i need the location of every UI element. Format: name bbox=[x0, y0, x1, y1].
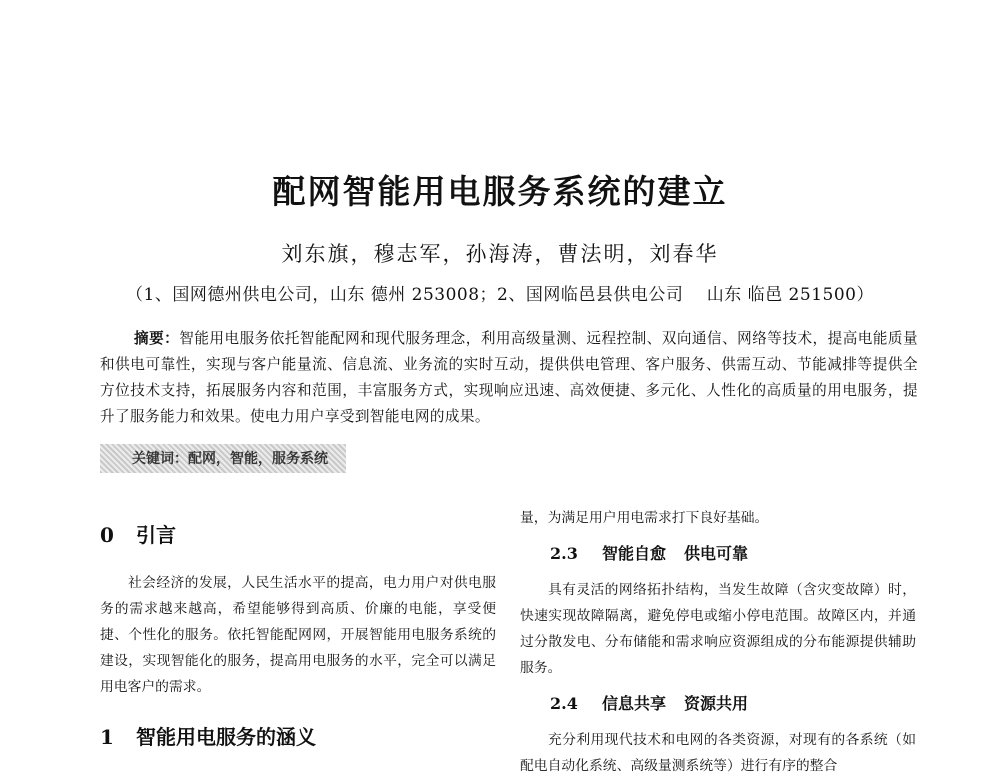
subsection-number: 2.3 bbox=[550, 544, 578, 563]
right-column bbox=[520, 505, 916, 779]
section-number: 0 bbox=[100, 523, 114, 547]
section-heading-0 bbox=[100, 520, 496, 550]
author-list: 刘东旗，穆志军，孙海涛，曹法明，刘春华 bbox=[281, 242, 719, 266]
subsection-title-part-b: 资源共用 bbox=[684, 694, 749, 713]
abstract bbox=[100, 326, 918, 430]
subsection-heading-2-4 bbox=[520, 689, 916, 719]
keywords: 关键词：配网，智能，服务系统 bbox=[100, 444, 346, 473]
subsection-heading-2-3 bbox=[520, 539, 916, 569]
intro-paragraph: 社会经济的发展，人民生活水平的提高，电力用户对供电服务的需求越来越高，希望能够得到高质、价廉的电能，享受便捷、个性化的服务。依托智能配网网，开展智能用电服务系统的建设，实现智能化的服务，提高用电服务的水平，完全可以满足用电客户的需求。 bbox=[100, 575, 496, 695]
subsection-title-part-a: 智能自愈 bbox=[602, 544, 667, 563]
continued-paragraph: 量，为满足用户用电需求打下良好基础。 bbox=[520, 510, 769, 526]
section-heading-1 bbox=[100, 722, 496, 752]
paragraph-2-3: 具有灵活的网络拓扑结构，当发生故障（含灾变故障）时，快速实现故障隔离，避免停电或缩小停电范围。故障区内，并通过分散发电、分布储能和需求响应资源组成的分布能源提供辅助服务。 bbox=[520, 582, 916, 676]
paragraph-2-4: 充分利用现代技术和电网的各类资源，对现有的各系统（如配电自动化系统、高级量测系统等）进行有序的整合 bbox=[520, 732, 916, 774]
subsection-number: 2.4 bbox=[550, 694, 578, 713]
abstract-text: 智能用电服务依托智能配网和现代服务理念，利用高级量测、远程控制、双向通信、网络等技术，提高电能质量和供电可靠性，实现与客户能量流、信息流、业务流的实时互动，提供供电管理、客户服务、供需互动、节能减排等提供全方位技术支持，拓展服务内容和范围，丰富服务方式，实现响应迅速、高效便捷、多元化、人性化的高质量的用电服务，提升了服务能力和效果。使电力用户享受到智能电网的成果。 bbox=[100, 330, 919, 425]
affiliation: （1、国网德州供电公司，山东 德州 253008；2、国网临邑县供电公司 山东 临邑 251500） bbox=[126, 285, 874, 305]
abstract-label: 摘要： bbox=[134, 330, 180, 347]
section-number: 1 bbox=[100, 725, 114, 749]
subsection-title-part-a: 信息共享 bbox=[602, 694, 667, 713]
left-column bbox=[100, 520, 496, 752]
section-title: 引言 bbox=[136, 523, 176, 547]
paper-title: 配网智能用电服务系统的建立 bbox=[272, 172, 728, 211]
section-title: 智能用电服务的涵义 bbox=[136, 725, 316, 749]
subsection-title-part-b: 供电可靠 bbox=[684, 544, 749, 563]
